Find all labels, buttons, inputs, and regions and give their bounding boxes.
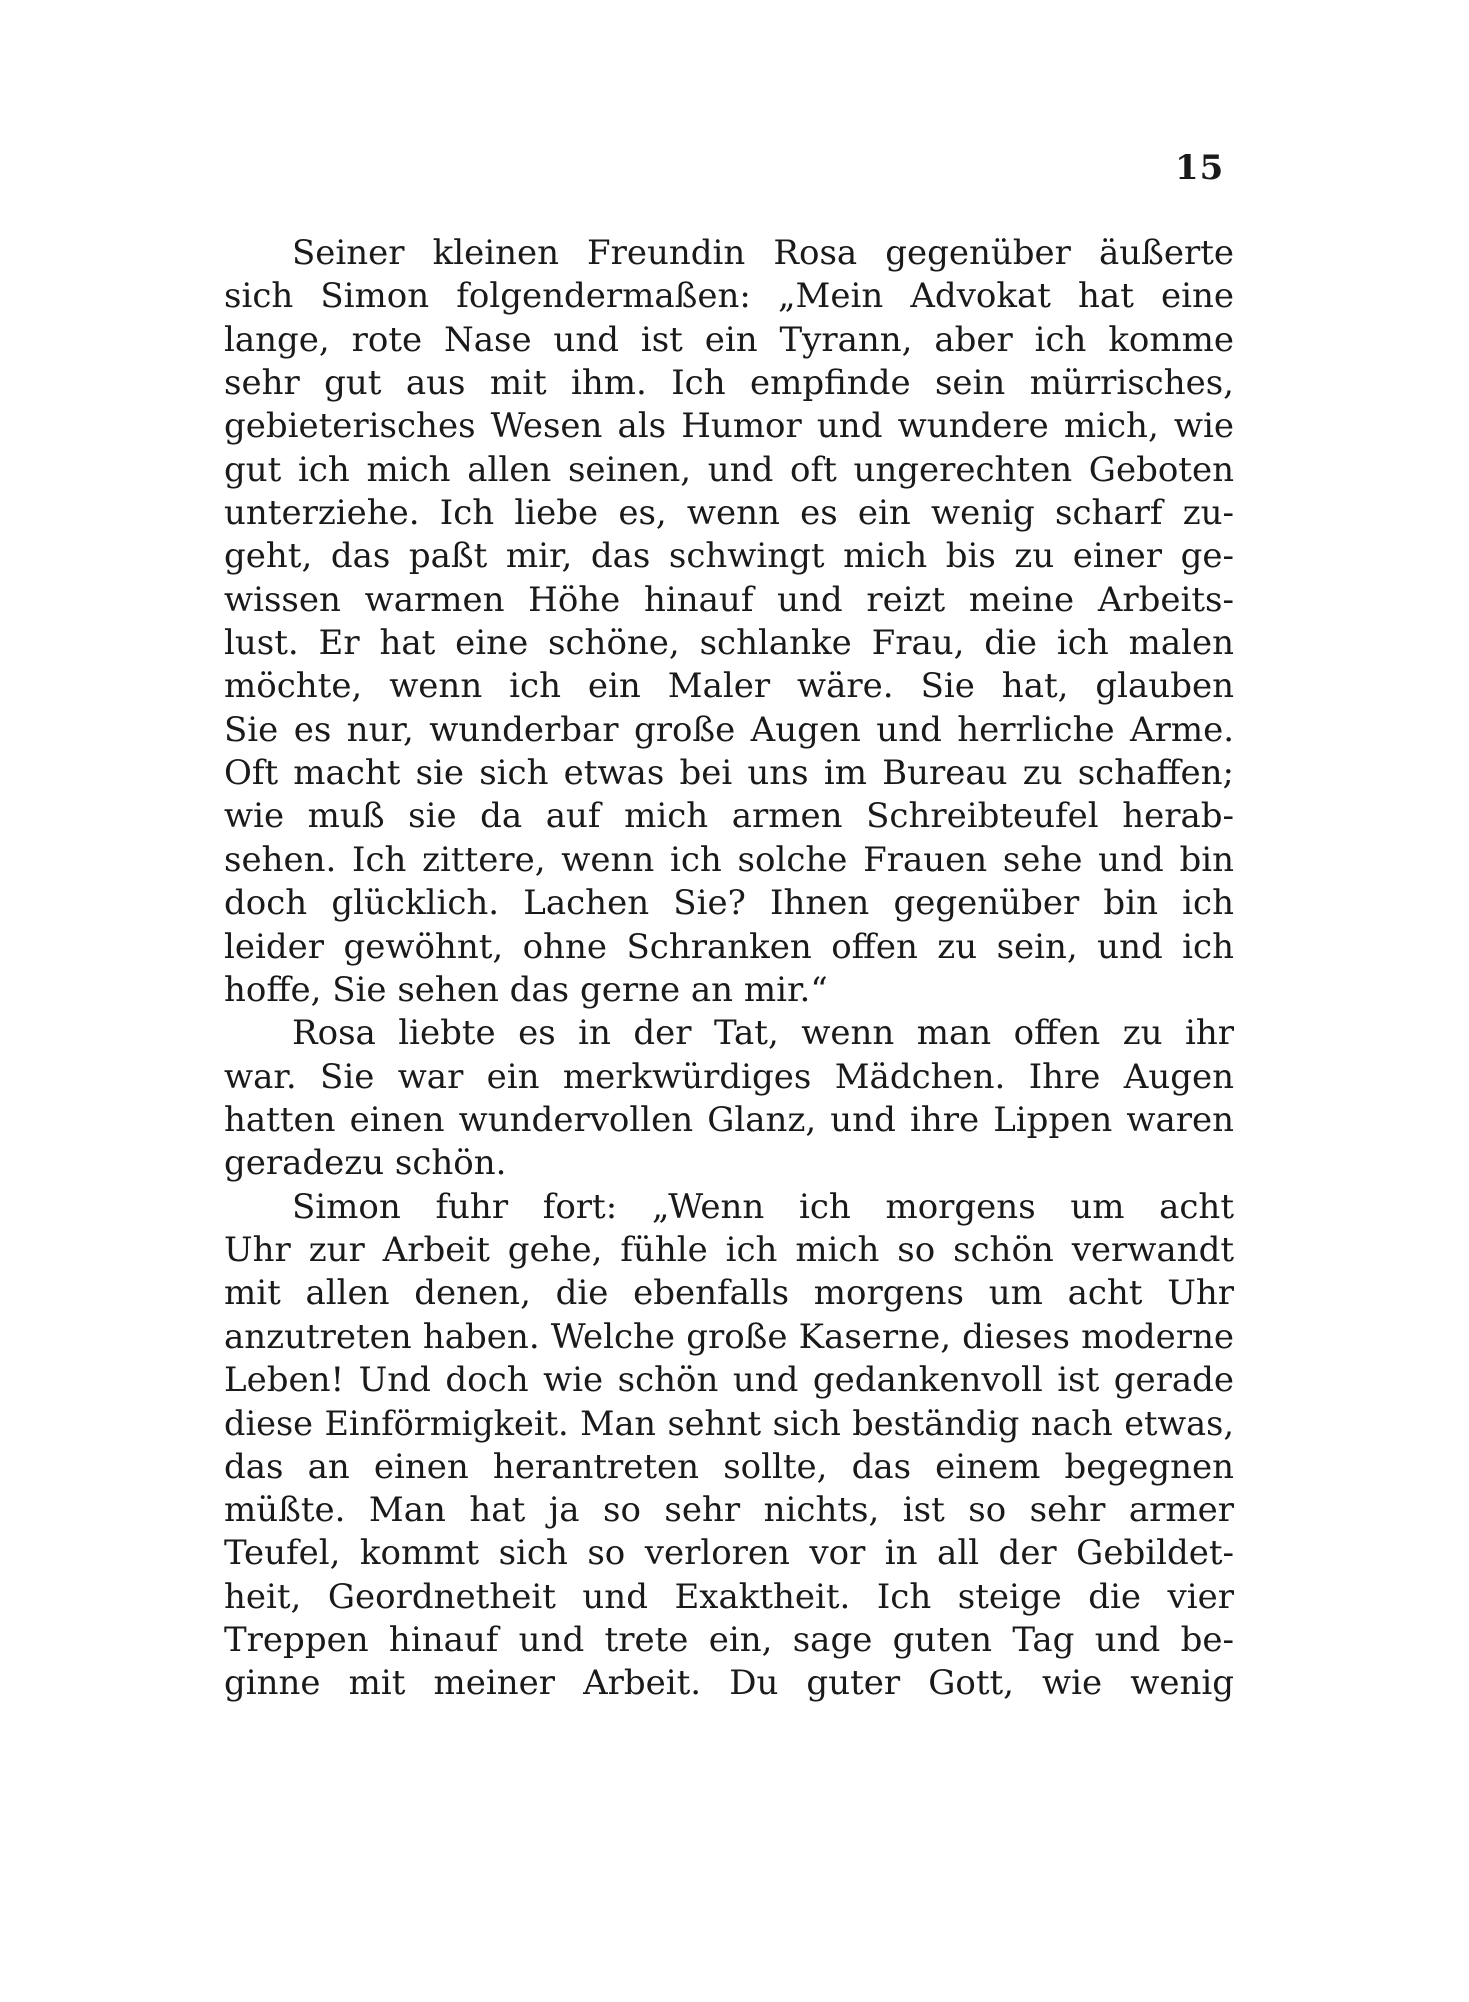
text-line: geht, das paßt mir, das schwingt mich bis zu einer ge- [224, 536, 1234, 577]
page-number: 15 [1175, 148, 1225, 188]
text-line: leider gewöhnt, ohne Schranken offen zu sein, und ich [224, 926, 1234, 967]
text-line: Simon fuhr fort: „Wenn ich morgens um acht [292, 1186, 1234, 1227]
text-line: Oft macht sie sich etwas bei uns im Bureau zu schaffen; [224, 753, 1234, 794]
text-line: mit allen denen, die ebenfalls morgens um acht Uhr [224, 1273, 1234, 1314]
text-line: geradezu schön. [224, 1143, 507, 1184]
text-line: sehr gut aus mit ihm. Ich empfinde sein mürrisches, [224, 363, 1234, 404]
text-line: anzutreten haben. Welche große Kaserne, dieses moderne [224, 1316, 1234, 1357]
text-line: gebieterisches Wesen als Humor und wundere mich, wie [224, 406, 1234, 447]
text-line: das an einen herantreten sollte, das einem begegnen [224, 1446, 1234, 1487]
text-line: sehen. Ich zittere, wenn ich solche Frauen sehe und bin [224, 839, 1234, 880]
text-line: ginne mit meiner Arbeit. Du guter Gott, wie wenig [224, 1663, 1234, 1704]
text-line: Rosa liebte es in der Tat, wenn man offen zu ihr [292, 1013, 1234, 1054]
text-line: möchte, wenn ich ein Maler wäre. Sie hat, glauben [224, 666, 1234, 707]
text-line: diese Einförmigkeit. Man sehnt sich beständig nach etwas, [224, 1404, 1234, 1444]
text-line: Seiner kleinen Freundin Rosa gegenüber äußerte [292, 233, 1234, 273]
text-line: hatten einen wundervollen Glanz, und ihre Lippen waren [224, 1099, 1234, 1140]
text-line: Treppen hinauf und trete ein, sage guten Tag und be- [224, 1620, 1234, 1660]
text-line: gut ich mich allen seinen, und oft ungerechten Geboten [224, 449, 1234, 490]
text-line: hoffe, Sie sehen das gerne an mir.“ [224, 969, 828, 1010]
text-line: lust. Er hat eine schöne, schlanke Frau, die ich malen [224, 623, 1234, 664]
text-line: wie muß sie da auf mich armen Schreibteufel herab- [224, 796, 1234, 837]
text-line: heit, Geordnetheit und Exaktheit. Ich steige die vier [224, 1576, 1234, 1617]
text-line: sich Simon folgendermaßen: „Mein Advokat hat eine [224, 276, 1234, 317]
text-line: müßte. Man hat ja so sehr nichts, ist so sehr armer [224, 1489, 1234, 1530]
body-text [224, 232, 1234, 1706]
text-line: lange, rote Nase und ist ein Tyrann, aber ich komme [224, 319, 1234, 360]
text-line: wissen warmen Höhe hinauf und reizt meine Arbeits- [224, 579, 1234, 620]
text-line: Leben! Und doch wie schön und gedankenvoll ist gerade [224, 1359, 1234, 1400]
text-line: war. Sie war ein merkwürdiges Mädchen. Ihre Augen [224, 1056, 1234, 1097]
text-line: Sie es nur, wunderbar große Augen und herrliche Arme. [224, 709, 1234, 750]
text-line: unterziehe. Ich liebe es, wenn es ein wenig scharf zu- [224, 493, 1234, 534]
text-line: Uhr zur Arbeit gehe, fühle ich mich so schön verwandt [224, 1229, 1234, 1270]
text-line: doch glücklich. Lachen Sie? Ihnen gegenüber bin ich [224, 883, 1234, 924]
text-line: Teufel, kommt sich so verloren vor in all der Gebildet- [224, 1533, 1234, 1574]
